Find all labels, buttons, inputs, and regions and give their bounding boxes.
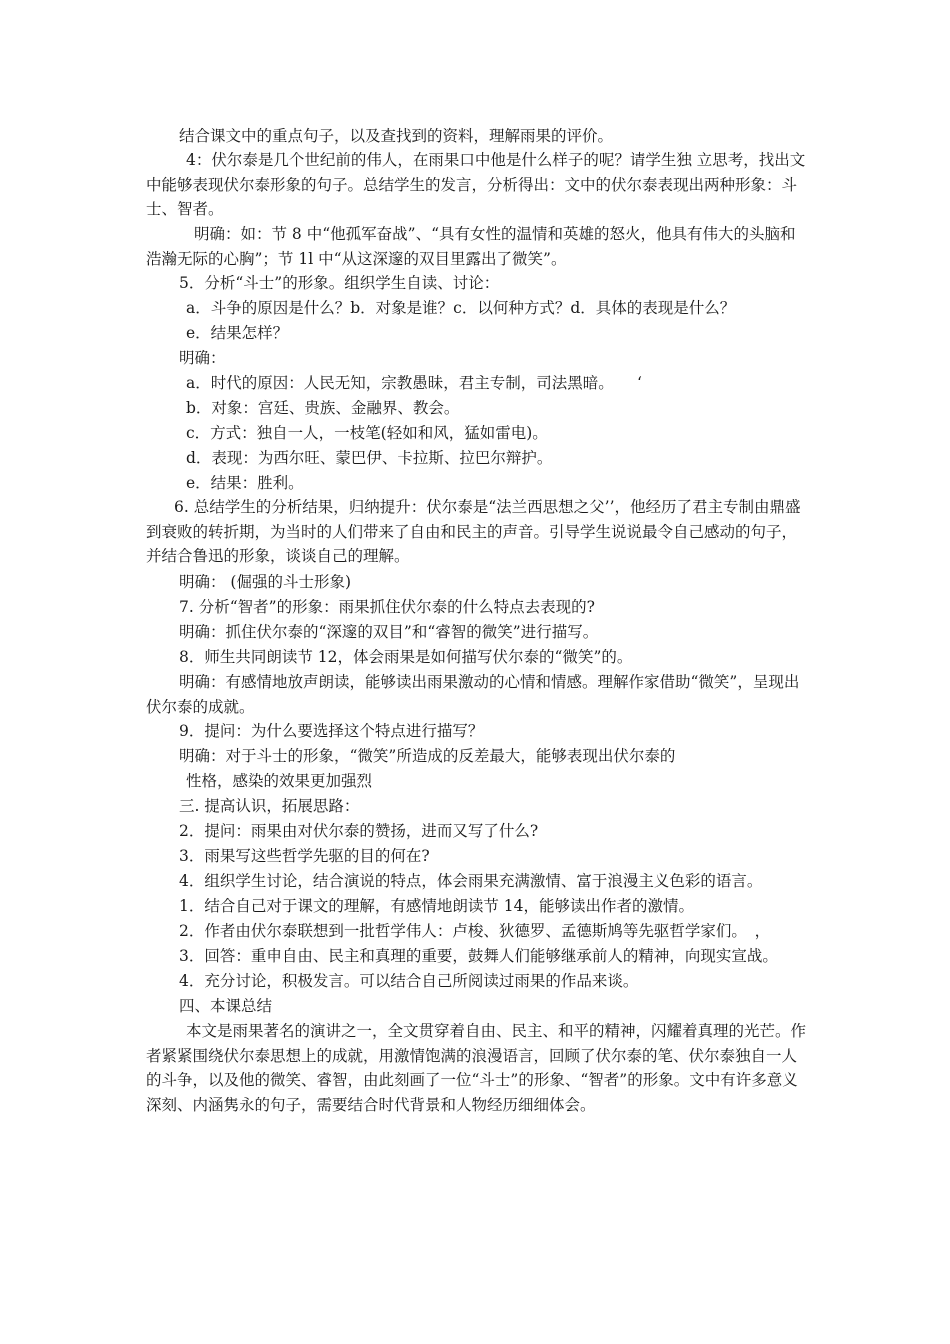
- clarify-7: 明确：抓住伏尔泰的“深邃的双目”和“睿智的微笑”进行描写。: [179, 623, 599, 641]
- answer-d: d．表现：为西尔旺、蒙巴伊、卡拉斯、拉巴尔辩护。: [186, 449, 553, 467]
- summary-paragraph: 本文是雨果著名的演讲之一，全文贯穿着自由、民主、和平的精神，闪耀着真理的光芒。作者紧紧围绕伏尔泰思想上的成就，用激情饱满的浪漫语言，回顾了伏尔泰的笔、伏尔泰独自一人的斗争，以及他的微笑、睿智，由此刻画了一位“斗士”的形象、“智者”的形象。文中有许多意义深刻、内涵隽永的句子，需要结合时代背景和人物经历细细体会。: [146, 1022, 807, 1114]
- paragraph-intro: 结合课文中的重点句子，以及查找到的资料，理解雨果的评价。: [179, 127, 614, 145]
- section3-answer-4: 4．充分讨论，积极发言。可以结合自己所阅读过雨果的作品来谈。: [179, 972, 639, 990]
- section-heading-4: 四、本课总结: [179, 997, 273, 1015]
- answer-a: a．时代的原因：人民无知，宗教愚昧，君主专制，司法黑暗。 ‘: [186, 374, 642, 392]
- clarify-9: 明确：对于斗士的形象，“微笑”所造成的反差最大，能够表现出伏尔泰的: [179, 747, 676, 765]
- section3-answer-2: 2．作者由伏尔泰联想到一批哲学伟人：卢梭、狄德罗、孟德斯鸠等先驱哲学家们。 ，: [179, 922, 771, 940]
- clarify-6: 明确： (倔强的斗士形象): [179, 573, 352, 591]
- question-abcd: a．斗争的原因是什么？b．对象是谁？c．以何种方式？d．具体的表现是什么？: [186, 299, 736, 317]
- clarify-8: 明确：有感情地放声朗读，能够读出雨果激动的心情和情感。理解作家借助“微笑”，呈现出伏尔泰的成就。: [146, 673, 800, 716]
- section3-item-2: 2．提问：雨果由对伏尔泰的赞扬，进而又写了什么?: [179, 822, 539, 840]
- paragraph-item-4: 4：伏尔泰是几个世纪前的伟人，在雨果口中他是什么样子的呢？请学生独 立思考，找出文中能够表现伏尔泰形象的句子。总结学生的发言，分析得出：文中的伏尔泰表现出两种形象：斗士、智者。: [146, 151, 806, 218]
- section3-item-3: 3．雨果写这些哲学先驱的目的何在?: [179, 847, 430, 865]
- section-heading-3: 三. 提高认识，拓展思路：: [179, 797, 360, 815]
- answer-b: b．对象：宫廷、贵族、金融界、教会。: [186, 399, 460, 417]
- section3-answer-3: 3．回答：重申自由、民主和真理的重要，鼓舞人们能够继承前人的精神，向现实宣战。: [179, 947, 778, 965]
- paragraph-item-8: 8．师生共同朗读节 12，体会雨果是如何描写伏尔泰的“微笑”的。: [179, 648, 633, 666]
- paragraph-item-5: 5．分析“斗士”的形象。组织学生自读、讨论：: [179, 274, 500, 292]
- paragraph-clarify-1: 明确：如：节 8 中“他孤军奋战”、“具有女性的温情和英雄的怒火，他具有伟大的头脑和浩瀚无际的心胸”；节 1l 中“从这深邃的双目里露出了微笑”。: [146, 225, 796, 268]
- paragraph-item-9: 9．提问：为什么要选择这个特点进行描写？: [179, 722, 484, 740]
- answer-c: c．方式：独自一人，一枝笔(轻如和风，猛如雷电)。: [186, 424, 548, 442]
- section3-item-4: 4．组织学生讨论，结合演说的特点，体会雨果充满激情、富于浪漫主义色彩的语言。: [179, 872, 763, 890]
- answer-e: e．结果：胜利。: [186, 474, 304, 492]
- section3-answer-1: 1．结合自己对于课文的理解，有感情地朗读节 14，能够读出作者的激情。: [179, 897, 695, 915]
- paragraph-item-6: 6. 总结学生的分析结果，归纳提升：伏尔泰是“法兰西思想之父’’，他经历了君主专制由鼎盛到衰败的转折期，为当时的人们带来了自由和民主的声音。引导学生说说最令自己感动的句子，并结合鲁迅的形象，谈谈自己的理解。: [146, 498, 801, 565]
- clarify-label: 明确：: [179, 349, 226, 367]
- question-e: e．结果怎样？: [186, 324, 289, 342]
- paragraph-item-7: 7. 分析“智者”的形象：雨果抓住伏尔泰的什么特点去表现的?: [179, 598, 595, 616]
- clarify-9-continued: 性格，感染的效果更加强烈: [186, 772, 373, 790]
